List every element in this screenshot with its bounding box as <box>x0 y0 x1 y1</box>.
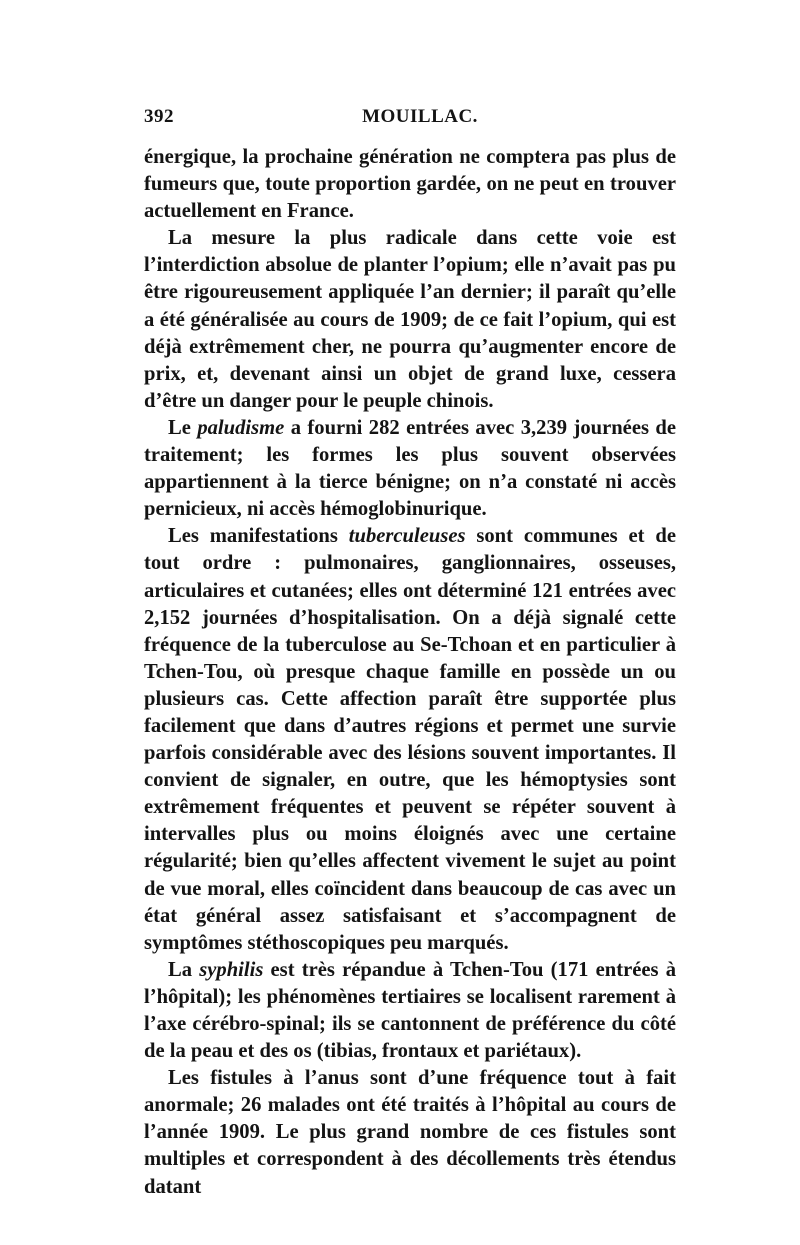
body-text <box>144 144 676 1201</box>
italic-term: paludisme <box>197 416 285 439</box>
text-segment: La <box>168 958 200 981</box>
paragraph <box>144 225 676 415</box>
text-segment: énergique, la prochaine génération ne comptera pas plus de fumeurs que, toute proportion gardée, on ne peut en trouver actuellement en France. <box>144 146 676 223</box>
text-segment: Le <box>168 416 198 439</box>
text-segment: La mesure la plus radicale dans cette voie est l’interdiction absolue de planter l’opium; elle n’avait pas pu être rigoureusement appliquée l’an dernier; il paraît qu’elle a été généralisée au cours de 1909; de ce fait l’opium, qui est déjà extrêmement cher, ne pourra qu’augmenter encore de prix, et, devenant ainsi un objet de grand luxe, cessera d’être un danger pour le peuple chinois. <box>144 227 676 412</box>
text-segment: a fourni 282 entrées avec 3,239 journées de traitement; les formes les plus souvent observées appartiennent à la tierce bénigne; on n’a constaté ni accès pernicieux, ni accès hémoglobinurique. <box>144 416 676 521</box>
paragraph <box>144 957 676 1065</box>
text-segment: Les fistules à l’anus sont d’une fréquence tout à fait anormale; 26 malades ont été traités à l’hôpital au cours de l’année 1909. Le plus grand nombre de ces fistules sont multiples et correspondent à des décollements très étendus datant <box>144 1067 676 1198</box>
page-header <box>144 106 676 138</box>
page-number: 392 <box>144 106 174 127</box>
paragraph <box>144 144 676 225</box>
paragraph <box>144 523 676 957</box>
text-segment: est très répandue à Tchen-Tou (171 entrées à l’hôpital); les phénomènes tertiaires se localisent rarement à l’axe cérébro-spinal; ils se cantonnent de préférence du côté de la peau et des os (tibias, frontaux et pariétaux). <box>144 958 677 1063</box>
italic-term: tuberculeuses <box>348 525 466 548</box>
text-segment: Les manifestations <box>168 525 349 548</box>
running-head: MOUILLAC. <box>362 106 478 127</box>
paragraph <box>144 415 676 523</box>
paragraph <box>144 1065 676 1200</box>
italic-term: syphilis <box>199 958 264 981</box>
text-segment: sont communes et de tout ordre : pulmonaires, ganglionnaires, osseuses, articulaires et cutanées; elles ont déterminé 121 entrées avec 2,152 journées d’hospitalisation. On a déjà signalé cette fréquence de la tuberculose au Se-Tchoan et en particulier à Tchen-Tou, où presque chaque famille en possède un ou plusieurs cas. Cette affection paraît être supportée plus facilement que dans d’autres régions et permet une survie parfois considérable avec des lésions souvent importantes. Il convient de signaler, en outre, que les hémoptysies sont extrêmement fréquentes et peuvent se répéter souvent à intervalles plus ou moins éloignés avec une certaine régularité; bien qu’elles affectent vivement le sujet au point de vue moral, elles coïncident dans beaucoup de cas avec un état général assez satisfaisant et s’accompagnent de symptômes stéthoscopiques peu marqués. <box>144 525 677 954</box>
